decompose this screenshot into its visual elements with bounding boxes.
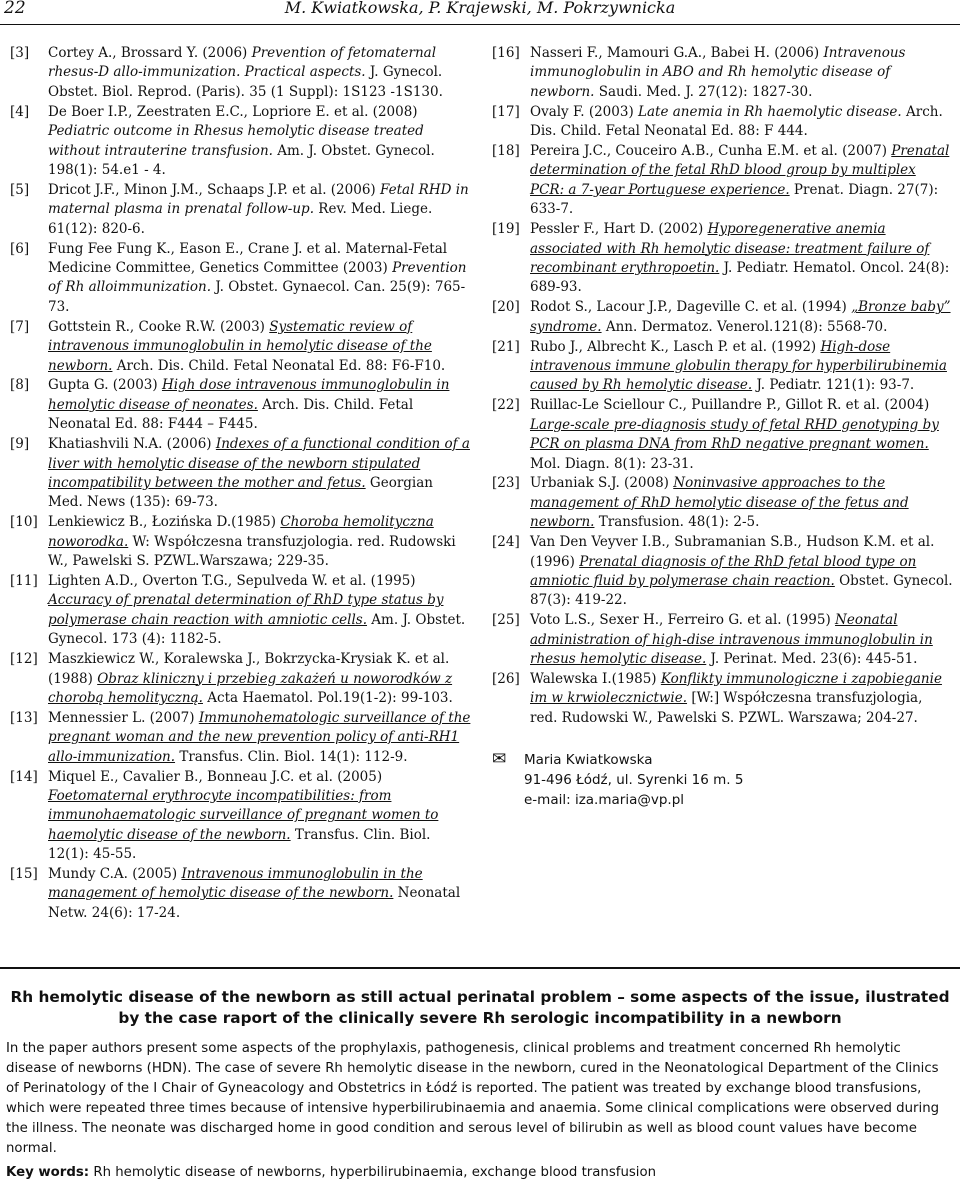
reference-item (492, 474, 954, 532)
reference-item (10, 181, 472, 239)
reference-item (10, 435, 472, 513)
references-left-column (10, 44, 472, 924)
reference-number: [12] (10, 651, 38, 668)
reference-number: [18] (492, 143, 520, 160)
reference-text (48, 103, 472, 181)
reference-number: [17] (492, 103, 520, 120)
reference-text (48, 572, 472, 650)
reference-text (530, 396, 954, 474)
reference-item (492, 298, 954, 337)
reference-authors: Pereira J.C., Couceiro A.B., Cunha E.M. et al. (2007) (530, 143, 892, 160)
correspondence-email: e-mail: iza.maria@vp.pl (524, 792, 685, 809)
reference-source: J. Obstet. Gynaecol. Can. 25(9): 765-73. (48, 279, 466, 315)
reference-authors: Gupta G. (2003) (48, 377, 162, 394)
reference-authors: Gottstein R., Cooke R.W. (2003) (48, 318, 270, 335)
reference-authors: Lenkiewicz B., Łozińska D.(1985) (48, 514, 281, 531)
reference-source: J. Pediatr. Hematol. Oncol. 24(8): 689-93. (530, 259, 950, 296)
correspondence-block (492, 750, 954, 810)
reference-item (10, 376, 472, 434)
reference-authors: Mundy C.A. (2005) (48, 866, 182, 883)
reference-item (492, 670, 954, 728)
reference-number: [13] (10, 709, 38, 726)
reference-title: Foetomaternal erythrocyte incompatibilities: from immunohaematologic surveillance of pregnant women to haemolytic disease of the newborn. (48, 787, 439, 843)
reference-source: Transfus. Clin. Biol. 14(1): 112-9. (175, 748, 408, 765)
reference-authors: Voto L.S., Sexer H., Ferreiro G. et al. (1995) (530, 612, 836, 629)
reference-title: Late anemia in Rh haemolytic disease. (638, 103, 902, 120)
reference-source: Mol. Diagn. 8(1): 23-31. (530, 455, 694, 472)
english-abstract (6, 987, 954, 1183)
correspondence-name: Maria Kwiatkowska (524, 752, 653, 769)
reference-number: [3] (10, 45, 30, 61)
reference-source: J. Pediatr. 121(1): 93-7. (752, 377, 915, 394)
reference-authors: Ruillac-Le Sciellour C., Puillandre P., Gillot R. et al. (2004) (530, 397, 930, 414)
reference-text (48, 240, 472, 318)
running-head (0, 0, 960, 24)
abstract-rule (0, 967, 960, 969)
reference-source: Prenat. Diagn. 27(7): 633-7. (530, 181, 939, 218)
reference-title: High-dose intravenous immune globulin therapy for hyperbilirubinemia caused by Rh hemolytic disease. (530, 338, 947, 394)
reference-text (48, 435, 472, 513)
references-right-list (492, 44, 954, 728)
reference-title: Large-scale pre-diagnosis study of fetal RHD genotyping by PCR on plasma DNA from RhD negative pregnant women. (530, 416, 939, 453)
reference-text (48, 650, 472, 708)
reference-item (10, 513, 472, 571)
reference-number: [14] (10, 768, 38, 785)
reference-source: Transfus. Clin. Biol. 12(1): 45-55. (48, 826, 431, 863)
reference-source: J. Gynecol. Obstet. Biol. Reprod. (Paris). 35 (1 Suppl): 1S123 -1S130. (48, 64, 443, 100)
reference-title: Indexes of a functional condition of a liver with hemolytic disease of the newborn stipulated incompatibility between the mother and fetus. (48, 436, 470, 491)
reference-item (492, 103, 954, 142)
reference-number: [11] (10, 572, 38, 589)
reference-title: Prevention of Rh alloimmunization. (48, 259, 467, 296)
reference-source: Acta Haematol. Pol.19(1-2): 99-103. (202, 689, 453, 706)
reference-authors: Nasseri F., Mamouri G.A., Babei H. (2006) (530, 45, 824, 61)
keywords-label: Key words: (6, 1165, 90, 1180)
reference-number: [21] (492, 338, 520, 355)
reference-title: Accuracy of prenatal determination of RhD type status by polymerase chain reaction with amniotic cells. (48, 592, 444, 628)
envelope-icon: ✉ (492, 749, 507, 770)
reference-number: [23] (492, 475, 520, 492)
reference-text (48, 44, 472, 102)
reference-text (48, 513, 472, 571)
reference-number: [19] (492, 221, 520, 238)
reference-authors: Rubo J., Albrecht K., Lasch P. et al. (1992) (530, 338, 821, 355)
reference-number: [25] (492, 612, 520, 629)
reference-number: [9] (10, 436, 30, 453)
reference-item (10, 650, 472, 708)
abstract-title: Rh hemolytic disease of the newborn as still actual perinatal problem – some aspects of the issue, ilustrated by the case raport of the clinically severe Rh serologic incompatibility in a newborn (10, 988, 950, 1027)
header-rule (0, 24, 960, 25)
reference-source: W: Współczesna transfuzjologia. red. Rudowski W., Pawelski S. PZWL.Warszawa; 229-35. (48, 533, 456, 570)
keywords (6, 1163, 954, 1183)
reference-authors: Walewska I.(1985) (530, 671, 661, 687)
reference-authors: Van Den Veyver I.B., Subramanian S.B., Hudson K.M. et al. (1996) (530, 534, 935, 570)
reference-number: [22] (492, 397, 520, 414)
reference-text (48, 181, 472, 239)
reference-authors: Khatiashvili N.A. (2006) (48, 436, 216, 453)
reference-authors: Dricot J.F., Minon J.M., Schaaps J.P. et al. (2006) (48, 181, 380, 198)
reference-text (48, 768, 472, 865)
reference-text (530, 474, 954, 532)
reference-number: [16] (492, 45, 520, 61)
reference-authors: Pessler F., Hart D. (2002) (530, 221, 708, 238)
reference-title: Hyporegenerative anemia associated with Rh hemolytic disease: treatment failure of recombinant erythropoetin. (530, 221, 930, 276)
page-number: 22 (4, 0, 26, 18)
reference-title: Konflikty immunologiczne i zapobieganie im w krwiolecznictwie. (530, 671, 942, 707)
correspondence-address: 91-496 Łódź, ul. Syrenki 16 m. 5 (524, 772, 744, 789)
reference-text (530, 142, 954, 220)
reference-item (10, 572, 472, 650)
reference-source: Rev. Med. Liege. 61(12): 820-6. (48, 201, 433, 237)
reference-text (48, 318, 472, 376)
reference-item (10, 709, 472, 767)
reference-text (530, 670, 954, 728)
reference-item (492, 611, 954, 669)
reference-source: Arch. Dis. Child. Fetal Neonatal Ed. 88: F6-F10. (112, 357, 446, 374)
reference-title: High dose intravenous immunoglobulin in hemolytic disease of neonates. (48, 377, 450, 413)
reference-text (48, 865, 472, 923)
reference-authors: Cortey A., Brossard Y. (2006) (48, 45, 252, 61)
reference-number: [8] (10, 377, 30, 394)
reference-source: [W:] Współczesna transfuzjologia, red. Rudowski W., Pawelski S. PZWL. Warszawa; 204-27. (530, 690, 923, 726)
reference-title: Systematic review of intravenous immunoglobulin in hemolytic disease of the newborn. (48, 318, 432, 374)
reference-text (48, 376, 472, 434)
reference-item (492, 44, 954, 102)
reference-source: J. Perinat. Med. 23(6): 445-51. (706, 651, 918, 668)
reference-title: „Bronze baby” syndrome. (530, 299, 951, 335)
reference-item (492, 220, 954, 298)
reference-authors: Maszkiewicz W., Koralewska J., Bokrzycka-Krysiak K. et al. (1988) (48, 651, 450, 687)
reference-number: [15] (10, 866, 38, 883)
reference-authors: Mennessier L. (2007) (48, 709, 199, 726)
reference-number: [24] (492, 534, 520, 551)
running-head-authors: M. Kwiatkowska, P. Krajewski, M. Pokrzywnicka (284, 0, 676, 17)
reference-text (48, 709, 472, 767)
reference-title: Pediatric outcome in Rhesus hemolytic disease treated without intrauterine transfusion. (48, 123, 424, 159)
correspondence-lines (524, 750, 954, 810)
reference-source: Arch. Dis. Child. Fetal Neonatal Ed. 88: F 444. (530, 103, 943, 140)
reference-number: [10] (10, 514, 38, 531)
reference-title: Noninvasive approaches to the management of RhD hemolytic disease of the fetus and newborn. (530, 475, 909, 531)
keywords-text: Rh hemolytic disease of newborns, hyperbilirubinaemia, exchange blood transfusion (89, 1165, 657, 1180)
reference-source: Georgian Med. News (135): 69-73. (48, 474, 433, 511)
reference-authors: Urbaniak S.J. (2008) (530, 475, 674, 492)
reference-source: Obstet. Gynecol. 87(3): 419-22. (530, 572, 953, 609)
reference-text (530, 611, 954, 669)
reference-item (10, 768, 472, 865)
reference-authors: Miquel E., Cavalier B., Bonneau J.C. et al. (2005) (48, 768, 383, 785)
reference-authors: Fung Fee Fung K., Eason E., Crane J. et al. Maternal-Fetal Medicine Committee, Genetics Committee (2003) (48, 240, 448, 276)
reference-item (492, 396, 954, 474)
reference-text (530, 44, 954, 102)
reference-title: Neonatal administration of high-dise intravenous immunoglobulin in rhesus hemolytic disease. (530, 612, 933, 668)
reference-item (492, 533, 954, 611)
reference-source: Am. J. Obstet. Gynecol. 173 (4): 1182-5. (48, 611, 466, 648)
reference-title: Prenatal determination of the fetal RhD blood group by multiplex PCR: a 7-year Portuguese experience. (530, 143, 950, 198)
reference-item (492, 142, 954, 220)
reference-number: [26] (492, 671, 520, 687)
reference-number: [5] (10, 181, 30, 198)
reference-item (10, 865, 472, 923)
reference-source: Am. J. Obstet. Gynecol. 198(1): 54.e1 - 4. (48, 142, 435, 178)
reference-authors: De Boer I.P., Zeestraten E.C., Lopriore E. et al. (2008) (48, 103, 418, 120)
reference-title: Immunohematologic surveillance of the pregnant woman and the new prevention policy of anti-RH1 allo-immunization. (48, 709, 471, 765)
reference-title: Prenatal diagnosis of the RhD fetal blood type on amniotic fluid by polymerase chain reaction. (530, 553, 917, 589)
reference-source: Ann. Dermatoz. Venerol.121(8): 5568-70. (601, 318, 888, 335)
reference-number: [7] (10, 318, 30, 335)
reference-title: Fetal RHD in maternal plasma in prenatal follow-up. (48, 181, 469, 218)
reference-title: Choroba hemolityczna noworodka. (48, 514, 434, 550)
reference-title: Intravenous immunoglobulin in the management of hemolytic disease of the newborn. (48, 866, 423, 902)
reference-text (530, 220, 954, 298)
reference-item (10, 44, 472, 102)
reference-title: Obraz kliniczny i przebieg zakażeń u noworodków z chorobą hemolityczną. (48, 670, 453, 706)
reference-item (10, 318, 472, 376)
reference-text (530, 298, 954, 337)
reference-item (10, 240, 472, 318)
reference-text (530, 338, 954, 396)
reference-source: Saudi. Med. J. 27(12): 1827-30. (594, 83, 813, 100)
reference-item (10, 103, 472, 181)
reference-text (530, 533, 954, 611)
reference-number: [4] (10, 103, 30, 120)
reference-authors: Lighten A.D., Overton T.G., Sepulveda W. et al. (1995) (48, 572, 416, 589)
reference-title: Intravenous immunoglobulin in ABO and Rh hemolytic disease of newborn. (530, 45, 906, 100)
reference-text (530, 103, 954, 142)
reference-number: [6] (10, 240, 30, 257)
reference-source: Transfusion. 48(1): 2-5. (594, 514, 760, 531)
abstract-body: In the paper authors present some aspects of the prophylaxis, pathogenesis, clinical problems and treatment concerned Rh hemolytic disease of newborns (HDN). The case of severe Rh hemolytic disease in the newborn, cured in the Neonatological Department of the Clinics of Perinatology of the I Chair of Gyneacology and Obstetrics in Łódź is reported. The patient was treated by exchange blood transfusions, which were repeated three times because of intensive hyperbilirubinaemia and anaemia. Some clinical complications were observed during the illness. The neonate was discharged home in good condition and serous level of bilirubin as well as blood count values have become normal. (6, 1041, 940, 1156)
reference-number: [20] (492, 299, 520, 316)
reference-title: Prevention of fetomaternal rhesus-D allo-immunization. Practical aspects. (48, 45, 437, 81)
references-right-column (492, 44, 954, 810)
reference-source: Arch. Dis. Child. Fetal Neonatal Ed. 88: F444 – F445. (48, 396, 414, 433)
reference-authors: Ovaly F. (2003) (530, 103, 639, 120)
reference-source: Neonatal Netw. 24(6): 17-24. (48, 885, 461, 921)
reference-item (492, 338, 954, 396)
reference-authors: Rodot S., Lacour J.P., Dageville C. et al. (1994) (530, 299, 852, 316)
